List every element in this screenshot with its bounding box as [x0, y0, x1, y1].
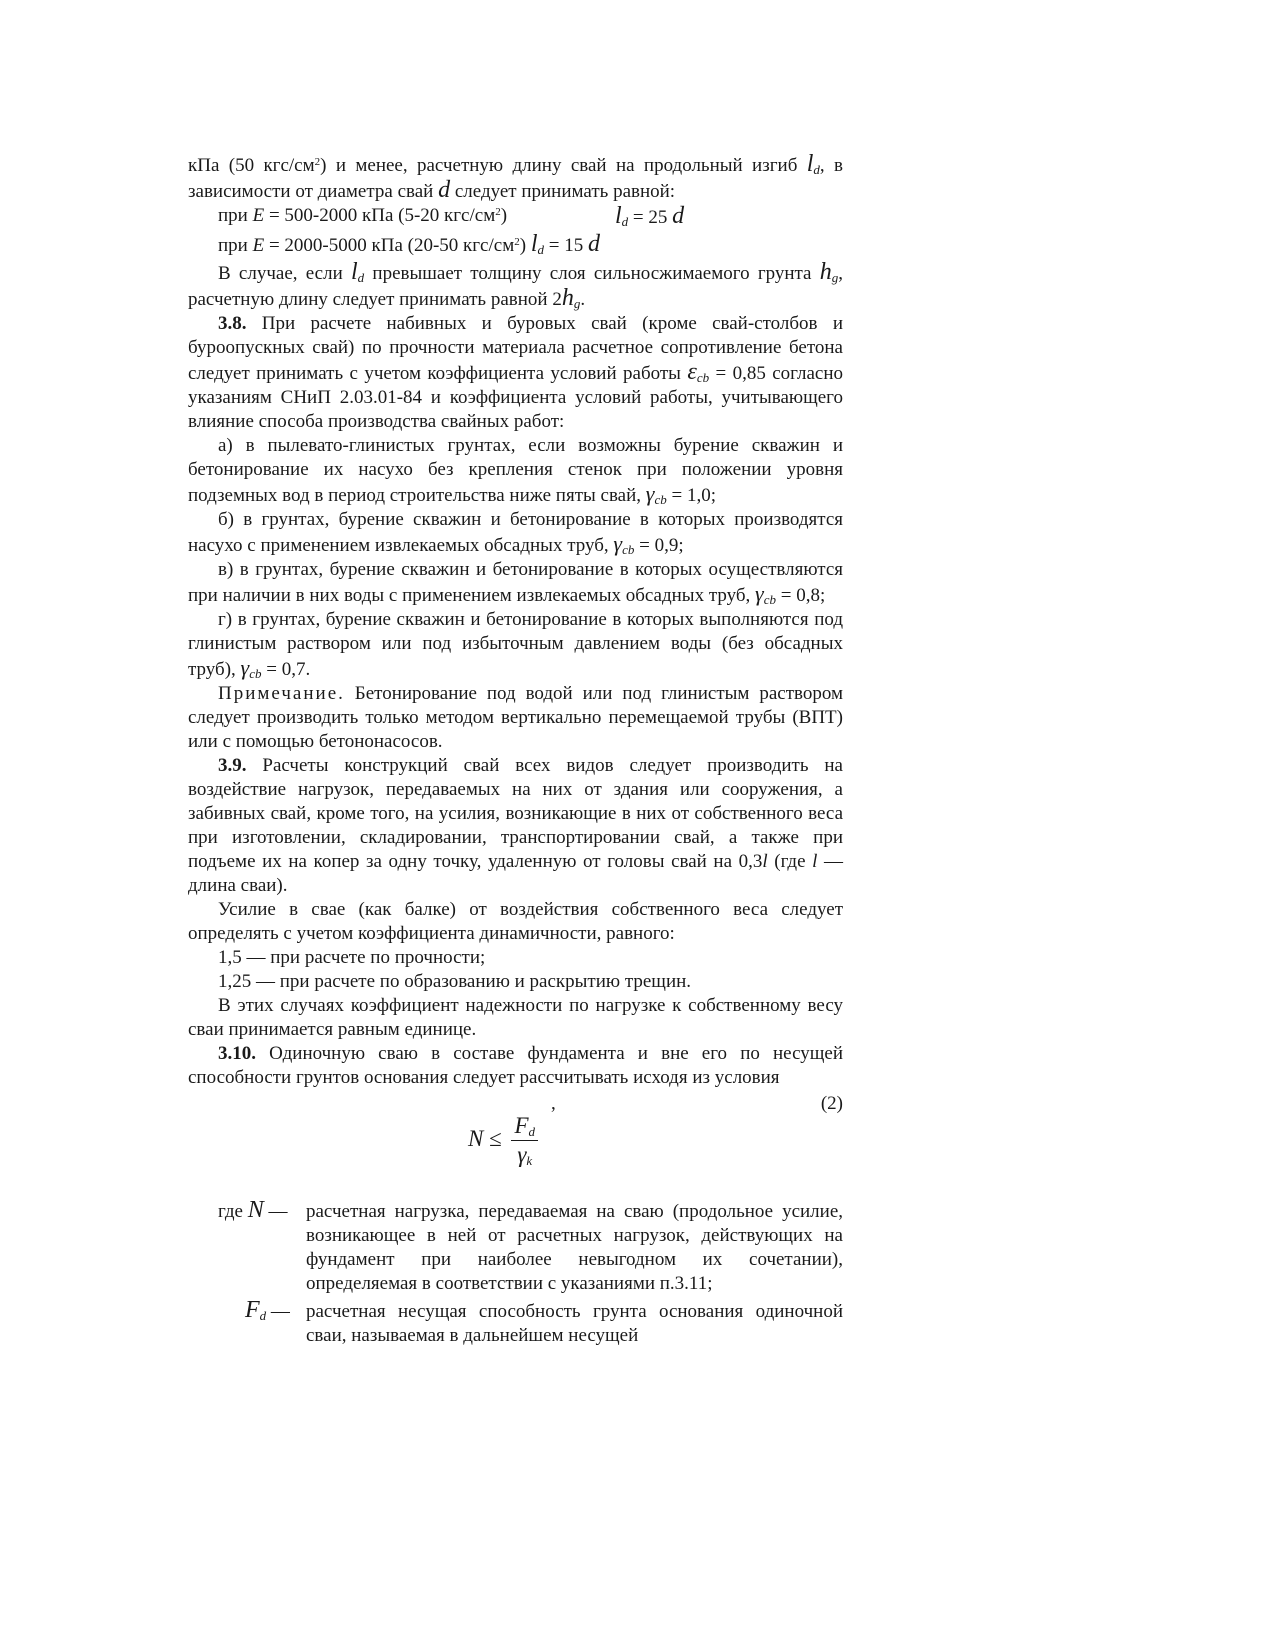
- where-N: где N — расчетная нагрузка, передаваемая на сваю (продольное усилие, возникающее в ней от расчетных нагрузок, действующих на фундамент при наиболее невыгодном их сочетании), определяемая в соответствии с указаниями п.3.11;: [218, 1197, 843, 1294]
- note-label: Примечание.: [218, 683, 345, 704]
- text: кПа (50 кгс/см: [188, 155, 315, 176]
- symbol-N: N: [247, 1197, 264, 1223]
- coef-1: 1,5 — при расчете по прочности;: [218, 947, 486, 968]
- symbol-N: N: [468, 1125, 484, 1151]
- subscript: d: [813, 162, 820, 177]
- text: ) и менее, расчетную длину свай на продольный изгиб: [320, 155, 807, 176]
- paragraph-reliability: В этих случаях коэффициент надежности по нагрузке к собственному весу сваи принимается равным единице.: [188, 995, 843, 1040]
- formula-expression: [468, 1114, 538, 1167]
- item-a: а) в пылевато-глинистых грунтах, если возможны бурение скважин и бетонирование их насухо без крепления стенок при положении уровня подземных вод в период строительства ниже пяты свай, $\gamma_{cb} = 1,0$;: [188, 435, 843, 507]
- superscript: 2: [314, 156, 321, 168]
- less-equal: ≤: [483, 1125, 508, 1151]
- section-3-10: 3.10. Одиночную сваю в составе фундамента и вне его по несущей способности грунтов основания следует рассчитывать исходя из условия: [188, 1043, 843, 1088]
- paragraph-hg: В случае, если $l_d$ превышает толщину слоя сильносжимаемого грунта $h_g$, расчетную длину следует принимать равной $2h_g$.: [188, 259, 843, 311]
- paragraph-intro: [188, 152, 843, 204]
- fraction-numerator: $F_d$: [511, 1114, 538, 1141]
- formula-comma: ,: [551, 1093, 556, 1114]
- coef-2: 1,25 — при расчете по образованию и раскрытию трещин.: [218, 971, 692, 992]
- document-page: [188, 152, 843, 1367]
- section-3-9: 3.9. Расчеты конструкций свай всех видов следует производить на воздействие нагрузок, передаваемых на них от здания или сооружения, а забивных свай, кроме того, на усилия, возникающие в них от собственного веса при изготовлении, складировании, транспортировании свай, а также при подъеме их на копер за одну точку, удаленную от головы свай на 0,3l (где l — длина сваи).: [188, 755, 843, 896]
- case-1: при E = 500-2000 кПа (5-20 кгс/$см^2$) $l_d = 25$ d: [218, 203, 685, 229]
- section-3-8: 3.8. При расчете набивных и буровых свай (кроме свай-столбов и буроопускных свай) по прочности материала расчетное сопротивление бетона следует принимать с учетом коэффициента условий работы $\varepsilon_{cb} = 0,85$ согласно указаниям СНиП 2.03.01-84 и коэффициента условий работы, учитывающего влияние способа производства свайных работ:: [188, 313, 843, 432]
- symbol-F: F: [245, 1297, 260, 1323]
- symbol-d: d: [438, 177, 451, 203]
- formula-2: [188, 1090, 843, 1200]
- definition-Fd: расчетная несущая способность грунта основания одиночной сваи, называемая в дальнейшем несущей: [306, 1301, 843, 1346]
- case-2: при E = 2000-5000 кПа (20-50 кгс/$см^2$) $l_d = 15$ d: [218, 231, 600, 257]
- section-number: 3.9.: [218, 755, 247, 776]
- text: в зависимости от диаметра свай: [188, 155, 844, 202]
- fraction: [511, 1114, 538, 1167]
- definition-N: расчетная нагрузка, передаваемая на сваю (продольное усилие, возникающее в ней от расчетных нагрузок, действующих на фундамент при наиболее невыгодном их сочетании), определяемая в соответствии с указаниями п.3.11;: [306, 1201, 843, 1294]
- section-number: 3.10.: [218, 1043, 256, 1064]
- text: ,: [819, 155, 825, 176]
- section-number: 3.8.: [218, 313, 247, 334]
- item-g: г) в грунтах, бурение скважин и бетонирование в которых выполняются под глинистым раствором или под избыточным давлением воды (без обсадных труб), $\gamma_{cb} = 0,7$.: [188, 609, 843, 681]
- text: следует принимать равной:: [450, 181, 676, 202]
- note: Примечание. Бетонирование под водой или под глинистым раствором следует производить только методом вертикально перемещаемой трубы (ВПТ) или с помощью бетононасосов.: [188, 683, 843, 752]
- fraction-denominator: $\gamma_k$: [517, 1142, 533, 1168]
- item-v: в) в грунтах, бурение скважин и бетонирование в которых осуществляются при наличии в них воды с применением извлекаемых обсадных труб, $\gamma_{cb} = 0,8$;: [188, 559, 843, 607]
- equation-number: (2): [820, 1093, 843, 1114]
- item-b: б) в грунтах, бурение скважин и бетонирование в которых производятся насухо с применением извлекаемых обсадных труб, $\gamma_{cb} = 0,9$;: [188, 509, 843, 557]
- paragraph-dynamic: Усилие в свае (как балке) от воздействия собственного веса следует определять с учетом коэффициента динамичности, равного:: [188, 899, 843, 944]
- symbol-l: l: [806, 151, 814, 177]
- where-Fd: $F_d$ — расчетная несущая способность грунта основания одиночной сваи, называемая в дальнейшем несущей: [245, 1297, 843, 1346]
